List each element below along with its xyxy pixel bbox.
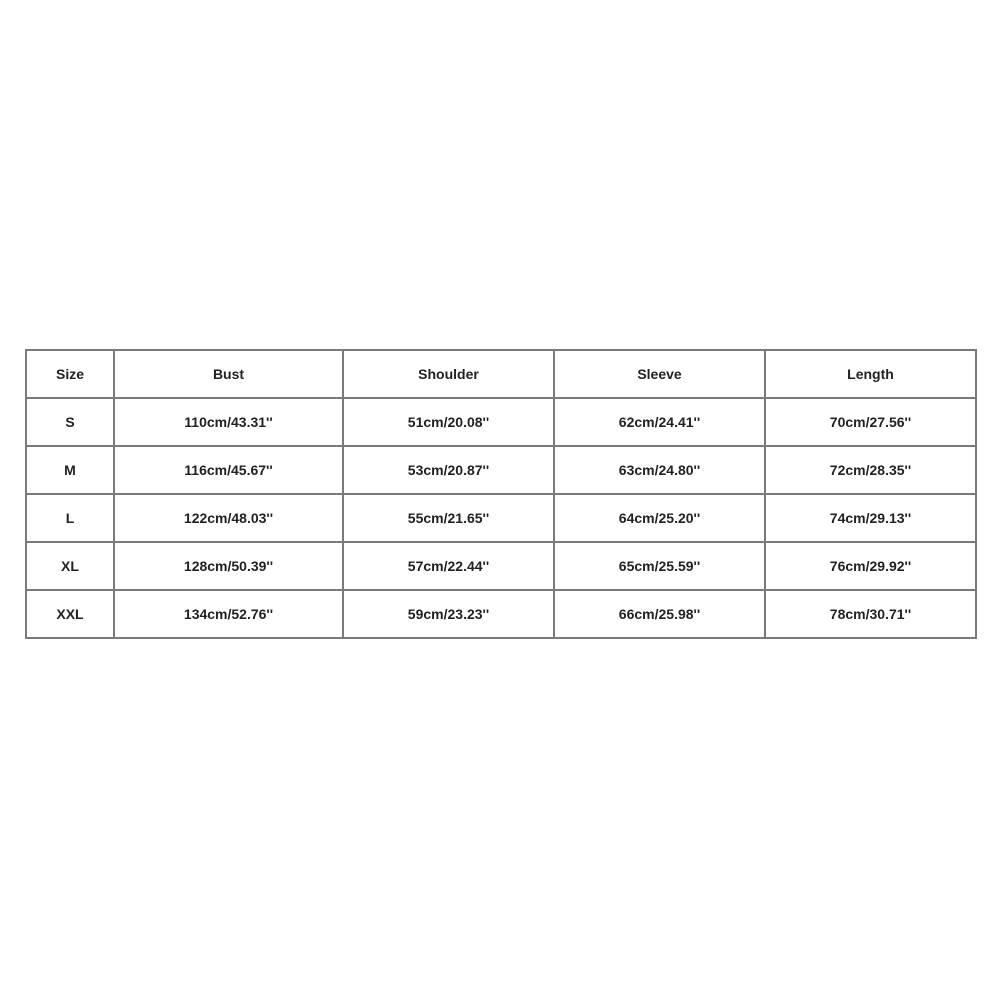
cell-sleeve: 66cm/25.98'' — [554, 590, 765, 638]
size-chart-table — [25, 349, 977, 639]
cell-bust: 134cm/52.76'' — [114, 590, 343, 638]
header-shoulder: Shoulder — [343, 350, 554, 398]
cell-sleeve: 65cm/25.59'' — [554, 542, 765, 590]
cell-size: XXL — [26, 590, 114, 638]
cell-sleeve: 64cm/25.20'' — [554, 494, 765, 542]
header-sleeve: Sleeve — [554, 350, 765, 398]
cell-shoulder: 59cm/23.23'' — [343, 590, 554, 638]
table-row — [26, 542, 976, 590]
header-length: Length — [765, 350, 976, 398]
header-size: Size — [26, 350, 114, 398]
table-row — [26, 446, 976, 494]
cell-shoulder: 57cm/22.44'' — [343, 542, 554, 590]
table-header-row — [26, 350, 976, 398]
cell-length: 74cm/29.13'' — [765, 494, 976, 542]
table-row — [26, 494, 976, 542]
cell-length: 72cm/28.35'' — [765, 446, 976, 494]
cell-shoulder: 53cm/20.87'' — [343, 446, 554, 494]
cell-size: S — [26, 398, 114, 446]
cell-sleeve: 62cm/24.41'' — [554, 398, 765, 446]
cell-sleeve: 63cm/24.80'' — [554, 446, 765, 494]
cell-length: 76cm/29.92'' — [765, 542, 976, 590]
cell-size: L — [26, 494, 114, 542]
cell-bust: 116cm/45.67'' — [114, 446, 343, 494]
table-row — [26, 590, 976, 638]
cell-length: 70cm/27.56'' — [765, 398, 976, 446]
cell-shoulder: 51cm/20.08'' — [343, 398, 554, 446]
cell-bust: 110cm/43.31'' — [114, 398, 343, 446]
table-row — [26, 398, 976, 446]
cell-size: XL — [26, 542, 114, 590]
cell-length: 78cm/30.71'' — [765, 590, 976, 638]
cell-bust: 128cm/50.39'' — [114, 542, 343, 590]
cell-size: M — [26, 446, 114, 494]
header-bust: Bust — [114, 350, 343, 398]
cell-bust: 122cm/48.03'' — [114, 494, 343, 542]
cell-shoulder: 55cm/21.65'' — [343, 494, 554, 542]
